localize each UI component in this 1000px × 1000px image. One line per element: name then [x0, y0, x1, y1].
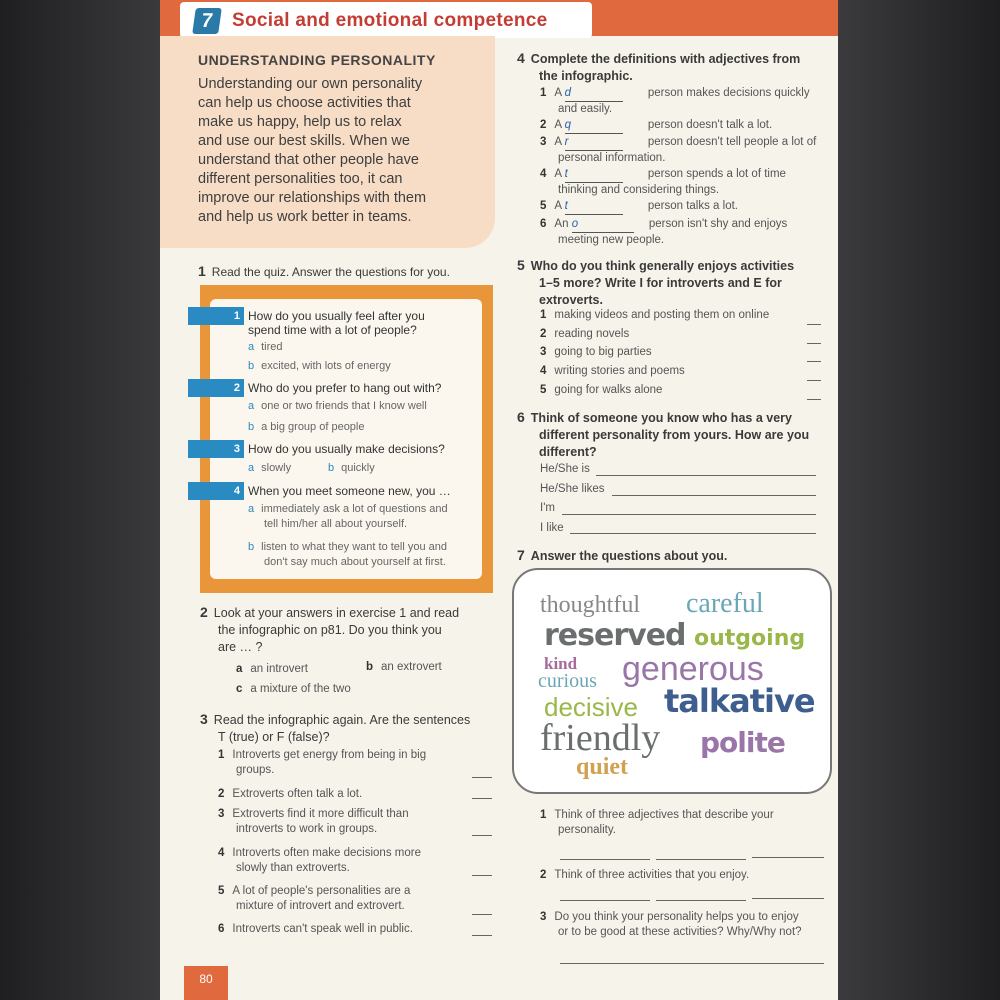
item-text: person makes decisions quickly — [647, 87, 810, 99]
exercise-number: 6 — [517, 409, 525, 425]
activity-item — [540, 327, 629, 342]
answer-blank[interactable] — [807, 380, 821, 381]
article: A — [554, 168, 562, 180]
option-text: slowly — [261, 462, 292, 474]
answer-blank[interactable] — [472, 835, 492, 836]
option-text: a mixture of the two — [250, 683, 351, 695]
item-text: personal information. — [558, 152, 666, 164]
option-text: quickly — [341, 462, 375, 474]
exercise-number: 3 — [200, 711, 208, 727]
answer-blank[interactable] — [807, 324, 821, 325]
quiz-question-2 — [248, 381, 441, 395]
true-false-item — [218, 846, 488, 876]
item-text: going to big parties — [554, 346, 652, 358]
answer-field[interactable]: r — [565, 135, 623, 151]
exercise-6-heading — [517, 409, 832, 461]
exercise-2-option[interactable] — [236, 662, 308, 677]
article: A — [554, 200, 562, 212]
quiz-option[interactable] — [248, 502, 448, 532]
true-false-item — [218, 787, 488, 802]
unit-number-badge: 7 — [192, 8, 222, 34]
item-text: Do you think your personality helps you to enjoy — [554, 911, 799, 923]
prompt-label: I like — [540, 522, 564, 534]
option-text: a big group of people — [261, 421, 365, 433]
word: generous — [622, 650, 764, 688]
writing-line[interactable] — [560, 900, 650, 901]
quiz-question-1 — [248, 309, 425, 337]
quiz-option[interactable] — [248, 461, 291, 476]
answer-field[interactable]: d — [565, 86, 623, 102]
item-number: 5 — [540, 384, 547, 396]
answer-blank[interactable] — [472, 777, 492, 778]
instruction-line: Complete the definitions with adjectives from — [530, 52, 801, 66]
word: curious — [538, 670, 597, 692]
option-letter: b — [328, 462, 335, 474]
question-item — [540, 868, 830, 883]
item-text: and easily. — [558, 103, 613, 115]
item-text: or to be good at these activities? Why/Why not? — [558, 926, 802, 938]
writing-line[interactable] — [752, 857, 824, 858]
instruction-line: 1–5 more? Write I for introverts and E for — [539, 276, 782, 290]
adjective-word-cloud — [512, 568, 832, 794]
exercise-number: 7 — [517, 547, 525, 563]
intro-line: make us happy, help us to relax — [198, 114, 402, 130]
true-false-item — [218, 884, 488, 914]
exercise-1-heading — [198, 263, 450, 281]
item-number: 5 — [218, 885, 225, 897]
writing-line[interactable] — [570, 533, 816, 534]
article: A — [554, 136, 562, 148]
item-text: Introverts often make decisions more — [232, 847, 421, 859]
definition-item — [540, 167, 830, 198]
quiz-question-number: 1 — [188, 307, 244, 325]
definition-item — [540, 118, 830, 134]
prompt-label: He/She is — [540, 463, 590, 475]
question-line: How do you usually feel after you — [248, 309, 425, 323]
writing-line[interactable] — [752, 898, 824, 899]
option-text: listen to what they want to tell you and — [261, 541, 448, 553]
item-text: going for walks alone — [554, 384, 663, 396]
exercise-number: 1 — [198, 263, 206, 279]
item-number: 3 — [218, 808, 225, 820]
intro-line: improve our relationships with them — [198, 190, 427, 206]
intro-line: understand that other people have — [198, 152, 419, 168]
intro-line: and help us work better in teams. — [198, 209, 412, 225]
item-text: slowly than extroverts. — [236, 862, 350, 874]
word: kind — [544, 654, 578, 673]
writing-line[interactable] — [656, 900, 746, 901]
option-text: don't say much about yourself at first. — [264, 556, 446, 568]
item-number: 4 — [540, 168, 547, 180]
item-text: introverts to work in groups. — [236, 823, 378, 835]
intro-line: different personalities too, it can — [198, 171, 403, 187]
item-number: 3 — [540, 136, 547, 148]
word: outgoing — [694, 626, 806, 651]
word: quiet — [576, 754, 629, 780]
item-number: 2 — [540, 119, 547, 131]
item-text: making videos and posting them on online — [554, 309, 770, 321]
item-text: mixture of introvert and extrovert. — [236, 900, 405, 912]
option-text: immediately ask a lot of questions and — [261, 503, 448, 515]
option-text: tell him/her all about yourself. — [264, 518, 408, 530]
option-text: tired — [261, 341, 283, 353]
item-text: A lot of people's personalities are a — [232, 885, 411, 897]
quiz-option[interactable] — [248, 420, 365, 435]
item-text: person doesn't tell people a lot of — [647, 136, 817, 148]
exercise-4-heading — [517, 50, 827, 85]
question-item — [540, 910, 832, 940]
item-number: 3 — [540, 346, 547, 358]
quiz-option[interactable] — [248, 340, 283, 355]
textbook-page — [160, 0, 838, 1000]
item-text: groups. — [236, 764, 275, 776]
item-text: Introverts can't speak well in public. — [232, 923, 413, 935]
exercise-3-heading — [200, 711, 496, 746]
intro-line: and use our best skills. When we — [198, 133, 410, 149]
item-number: 6 — [218, 923, 225, 935]
intro-line: Understanding our own personality — [198, 76, 423, 92]
word: talkative — [664, 682, 815, 720]
writing-line[interactable] — [656, 859, 746, 860]
exercise-2-option[interactable] — [366, 660, 442, 675]
exercise-2-option[interactable] — [236, 682, 351, 697]
page-number: 80 — [184, 966, 228, 1000]
word: decisive — [544, 692, 638, 722]
item-number: 2 — [218, 788, 225, 800]
instruction-line: T (true) or F (false)? — [218, 730, 330, 744]
item-number: 1 — [540, 809, 547, 821]
article: A — [554, 119, 562, 131]
exercise-5-heading — [517, 257, 827, 309]
item-number: 4 — [218, 847, 225, 859]
option-letter: a — [248, 503, 255, 515]
quiz-option[interactable] — [248, 359, 391, 374]
true-false-item — [218, 922, 488, 937]
instruction-line: Think of someone you know who has a very — [530, 411, 792, 425]
item-text: Introverts get energy from being in big — [232, 749, 427, 761]
item-text: person isn't shy and enjoys — [648, 218, 788, 230]
answer-blank[interactable] — [807, 343, 821, 344]
right-background — [838, 0, 1000, 1000]
item-number: 2 — [540, 328, 547, 340]
instruction-line: Look at your answers in exercise 1 and read — [213, 606, 460, 620]
intro-line: can help us choose activities that — [198, 95, 411, 111]
activity-item — [540, 383, 662, 398]
exercise-number: 4 — [517, 50, 525, 66]
instruction-line: Who do you think generally enjoys activities — [530, 259, 795, 273]
option-letter: b — [248, 360, 255, 372]
instruction-line: different personality from yours. How are you — [539, 428, 810, 442]
definition-item — [540, 86, 830, 117]
quiz-question-number: 2 — [188, 379, 244, 397]
item-number: 4 — [540, 365, 547, 377]
exercise-instruction: Read the quiz. Answer the questions for you. — [211, 265, 450, 279]
item-text: writing stories and poems — [554, 365, 685, 377]
quiz-question-number: 4 — [188, 482, 244, 500]
item-number: 6 — [540, 218, 547, 230]
option-letter: a — [248, 462, 255, 474]
quiz-frame — [200, 285, 493, 593]
writing-line[interactable] — [612, 495, 816, 496]
option-text: an introvert — [250, 663, 308, 675]
writing-line[interactable] — [560, 859, 650, 860]
item-text: Think of three adjectives that describe your — [554, 809, 774, 821]
activity-item — [540, 308, 769, 323]
option-letter: a — [248, 341, 255, 353]
true-false-item — [218, 748, 488, 778]
answer-field[interactable]: o — [572, 217, 634, 233]
question-item — [540, 808, 830, 838]
quiz-option[interactable] — [328, 461, 375, 476]
answer-blank[interactable] — [472, 935, 492, 936]
option-letter: a — [248, 400, 255, 412]
word: reserved — [544, 618, 686, 653]
instruction-line: extroverts. — [539, 293, 603, 307]
option-letter: c — [236, 683, 243, 695]
exercise-number: 5 — [517, 257, 525, 273]
true-false-item — [218, 807, 488, 837]
definition-item — [540, 217, 830, 248]
activity-item — [540, 345, 652, 360]
instruction-line: the infographic on p81. Do you think you — [218, 623, 442, 637]
item-text: person talks a lot. — [647, 200, 738, 212]
answer-field[interactable]: t — [565, 199, 623, 215]
prompt-label: I'm — [540, 502, 555, 514]
item-text: meeting new people. — [558, 234, 665, 246]
item-number: 3 — [540, 911, 547, 923]
item-text: person doesn't talk a lot. — [647, 119, 773, 131]
answer-blank[interactable] — [807, 399, 821, 400]
word: careful — [686, 588, 764, 619]
option-letter: b — [248, 421, 255, 433]
item-text: personality. — [558, 824, 616, 836]
instruction-line: are … ? — [218, 640, 263, 654]
item-text: reading novels — [554, 328, 630, 340]
writing-line[interactable] — [562, 514, 816, 515]
answer-field[interactable]: t — [565, 167, 623, 183]
option-letter: b — [248, 541, 255, 553]
instruction-line: the infographic. — [539, 69, 633, 83]
item-text: Extroverts find it more difficult than — [232, 808, 409, 820]
answer-blank[interactable] — [807, 361, 821, 362]
answer-field[interactable]: q — [565, 118, 623, 134]
item-text: Extroverts often talk a lot. — [232, 788, 363, 800]
item-number: 5 — [540, 200, 547, 212]
instruction-line: Read the infographic again. Are the sentences — [213, 713, 471, 727]
prompt-label: He/She likes — [540, 483, 605, 495]
question-line: How do you usually make decisions? — [248, 442, 445, 456]
question-line: Who do you prefer to hang out with? — [248, 381, 442, 395]
definition-item — [540, 135, 830, 166]
quiz-question-number: 3 — [188, 440, 244, 458]
definition-item — [540, 199, 830, 215]
option-text: excited, with lots of energy — [261, 360, 391, 372]
option-text: one or two friends that I know well — [261, 400, 427, 412]
exercise-instruction: Answer the questions about you. — [530, 549, 728, 563]
item-text: person spends a lot of time — [647, 168, 786, 180]
article: An — [554, 218, 569, 230]
unit-title: Social and emotional competence — [232, 10, 548, 31]
item-number: 1 — [218, 749, 225, 761]
word: polite — [700, 726, 785, 759]
answer-blank[interactable] — [472, 914, 492, 915]
item-text: Think of three activities that you enjoy. — [554, 869, 750, 881]
intro-text — [198, 75, 478, 227]
word: thoughtful — [540, 592, 640, 618]
option-letter: b — [366, 661, 374, 673]
left-background — [0, 0, 160, 1000]
item-number: 1 — [540, 309, 547, 321]
exercise-7-heading — [517, 547, 832, 565]
writing-line[interactable] — [560, 963, 824, 964]
option-text: an extrovert — [381, 661, 442, 673]
quiz-question-3 — [248, 442, 445, 456]
question-line: When you meet someone new, you … — [248, 484, 451, 498]
exercise-2-heading — [200, 604, 490, 656]
answer-blank[interactable] — [472, 798, 492, 799]
option-letter: a — [236, 663, 243, 675]
quiz-option[interactable] — [248, 399, 427, 414]
quiz-question-4 — [248, 484, 451, 498]
word: friendly — [540, 717, 661, 759]
instruction-line: different? — [539, 445, 597, 459]
activity-item — [540, 364, 685, 379]
exercise-number: 2 — [200, 604, 208, 620]
intro-heading: UNDERSTANDING PERSONALITY — [198, 52, 436, 68]
writing-line[interactable] — [596, 475, 816, 476]
item-number: 2 — [540, 869, 547, 881]
quiz-option[interactable] — [248, 540, 447, 570]
answer-blank[interactable] — [472, 875, 492, 876]
question-line: spend time with a lot of people? — [248, 323, 417, 337]
article: A — [554, 87, 562, 99]
item-text: thinking and considering things. — [558, 184, 720, 196]
item-number: 1 — [540, 87, 547, 99]
